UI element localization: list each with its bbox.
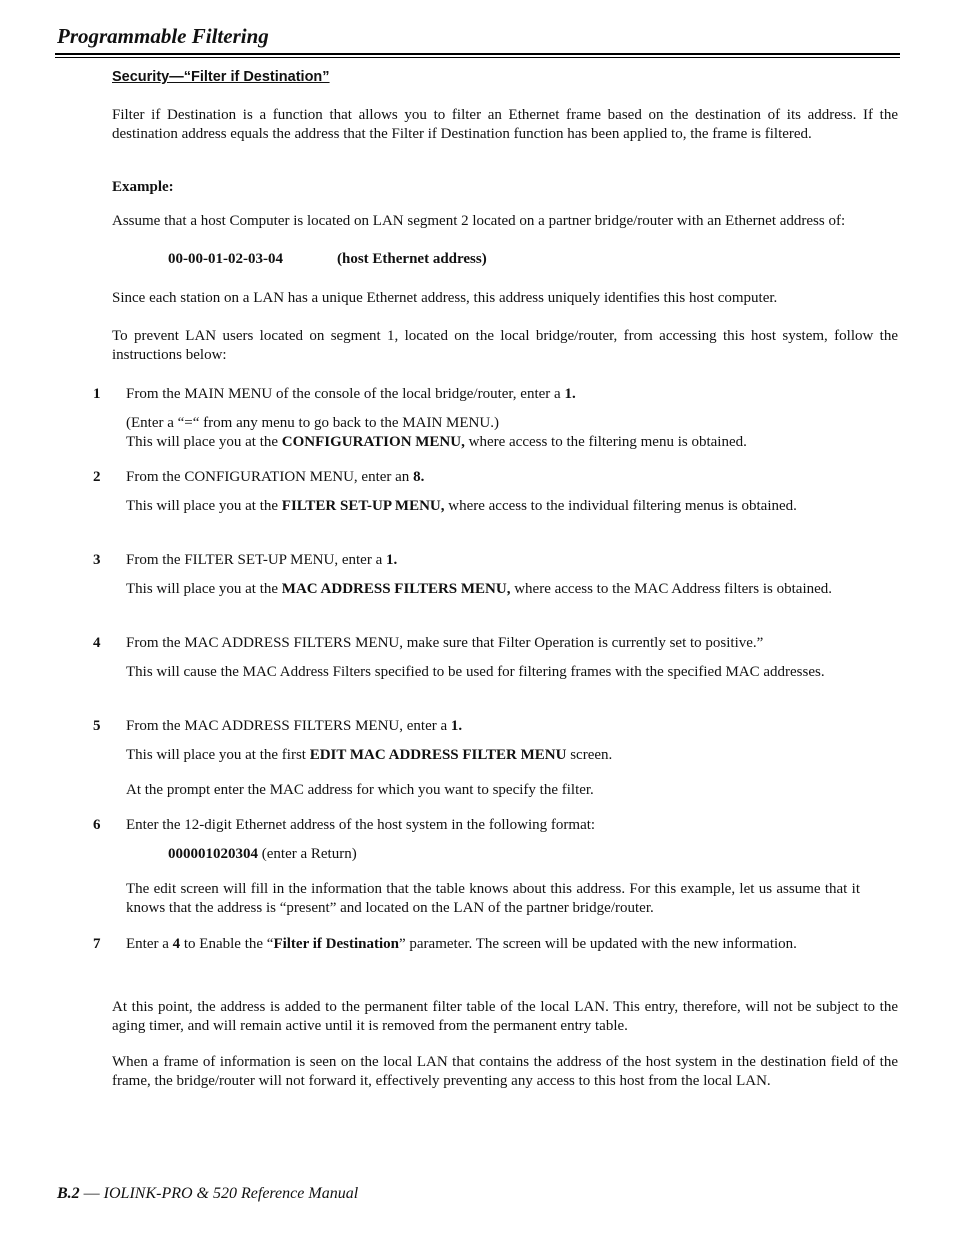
step-1-menu-name: CONFIGURATION MENU,	[281, 434, 465, 450]
step-2-result-text: This will place you at the	[126, 498, 282, 514]
step-7-parameter: Filter if Destination	[273, 936, 399, 952]
step-4-result: This will cause the MAC Address Filters specified to be used for filtering frames with the specified MAC addresses.	[126, 664, 825, 680]
step-number-4: 4	[93, 635, 101, 651]
footer-page-number: B.2	[57, 1185, 80, 1202]
step-5-menu-name: EDIT MAC ADDRESS FILTER MENU	[309, 747, 567, 763]
step-2-instruction	[126, 468, 860, 487]
step-5-result-text: This will place you at the first	[126, 747, 310, 763]
host-address-value: 00-00-01-02-03-04	[168, 251, 283, 267]
page-header-title: Programmable Filtering	[57, 24, 269, 48]
step-1-result	[126, 433, 860, 452]
step-1-result-text: This will place you at the	[126, 434, 282, 450]
step-number-5: 5	[93, 718, 101, 734]
host-address	[168, 250, 283, 269]
footer-manual-title: IOLINK-PRO & 520 Reference Manual	[103, 1185, 359, 1202]
host-address-note	[337, 250, 487, 269]
host-address-note-text: (host Ethernet address)	[337, 251, 487, 267]
step-number-6: 6	[93, 817, 101, 833]
step-1-key: 1.	[564, 386, 576, 402]
step-3-key: 1.	[386, 552, 398, 568]
unique-address-paragraph: Since each station on a LAN has a unique Ethernet address, this address uniquely identifies this host computer.	[112, 290, 778, 306]
step-3-result	[126, 580, 860, 599]
step-7-key: 4	[172, 936, 181, 952]
step-5-prompt: At the prompt enter the MAC address for which you want to specify the filter.	[126, 782, 594, 798]
step-6-code-note: (enter a Return)	[258, 846, 357, 862]
step-1-instruction	[126, 385, 860, 404]
step-number-2: 2	[93, 469, 101, 485]
example-label	[112, 178, 898, 197]
step-3-result-end: where access to the MAC Address filters is obtained.	[510, 581, 833, 597]
step-7-text-3: ” parameter. The screen will be updated with the new information.	[398, 936, 797, 952]
step-2-result-end: where access to the individual filtering menus is obtained.	[444, 498, 797, 514]
example-paragraph: Assume that a host Computer is located on LAN segment 2 located on a partner bridge/router with an Ethernet address of:	[112, 213, 846, 229]
closing-paragraph-2: When a frame of information is seen on the local LAN that contains the address of the host system in the destination field of the frame, the bridge/router will not forward it, effectively preventing any access to this host from the local LAN.	[112, 1054, 898, 1089]
step-5-result	[126, 746, 860, 765]
step-6-format	[168, 845, 357, 864]
example-label-text: Example:	[112, 179, 174, 195]
step-7-text-1: Enter a	[126, 936, 173, 952]
page-footer	[57, 1184, 358, 1203]
step-4-instruction: From the MAC ADDRESS FILTERS MENU, make sure that Filter Operation is currently set to positive.”	[126, 635, 764, 651]
footer-separator: —	[79, 1185, 104, 1202]
step-2-result	[126, 497, 860, 516]
step-1-note: (Enter a “=“ from any menu to go back to the MAIN MENU.)	[126, 415, 499, 431]
header-rule-thick	[55, 53, 900, 55]
step-5-instruction	[126, 717, 860, 736]
step-1-result-end: where access to the filtering menu is obtained.	[464, 434, 747, 450]
step-5-result-end: screen.	[566, 747, 613, 763]
step-3-instruction	[126, 551, 860, 570]
step-2-text: From the CONFIGURATION MENU, enter an	[126, 469, 414, 485]
intro-paragraph: Filter if Destination is a function that allows you to filter an Ethernet frame based on the destination of its address. If the destination address equals the address that the Filter if Destination function has been applied to, the frame is filtered.	[112, 107, 898, 142]
closing-paragraph-1: At this point, the address is added to the permanent filter table of the local LAN. This entry, therefore, will not be subject to the aging timer, and will remain active until it is removed from the permanent entry table.	[112, 999, 898, 1034]
step-6-result: The edit screen will fill in the information that the table knows about this address. For this example, let us assume that it knows that the address is “present” and located on the LAN of the partner bridge/router.	[126, 881, 860, 916]
header-rule-thin	[55, 57, 900, 58]
step-7-text-2: to Enable the “	[180, 936, 274, 952]
section-heading: Security—“Filter if Destination”	[112, 69, 330, 85]
step-2-menu-name: FILTER SET-UP MENU,	[281, 498, 445, 514]
step-1-text: From the MAIN MENU of the console of the local bridge/router, enter a	[126, 386, 565, 402]
step-number-1: 1	[93, 386, 101, 402]
step-3-menu-name: MAC ADDRESS FILTERS MENU,	[281, 581, 511, 597]
step-7-instruction	[126, 935, 860, 954]
step-3-text: From the FILTER SET-UP MENU, enter a	[126, 552, 386, 568]
step-2-key: 8.	[413, 469, 425, 485]
step-6-code: 000001020304	[168, 846, 258, 862]
prevent-paragraph: To prevent LAN users located on segment 1, located on the local bridge/router, from accessing this host system, follow the instructions below:	[112, 328, 898, 363]
step-5-text: From the MAC ADDRESS FILTERS MENU, enter a	[126, 718, 451, 734]
step-6-instruction: Enter the 12-digit Ethernet address of the host system in the following format:	[126, 817, 596, 833]
step-number-3: 3	[93, 552, 101, 568]
step-3-result-text: This will place you at the	[126, 581, 282, 597]
step-5-key: 1.	[450, 718, 463, 734]
step-number-7: 7	[93, 936, 101, 952]
